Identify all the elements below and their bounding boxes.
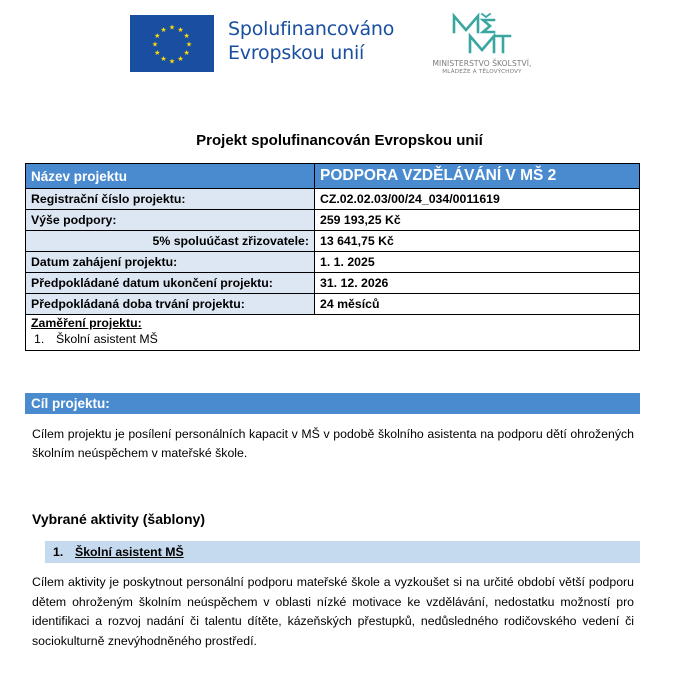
list-item-text: Školní asistent MŠ	[56, 332, 158, 346]
cofinancing-value: 13 641,75 Kč	[315, 231, 640, 252]
document-title: Projekt spolufinancován Evropskou unií	[196, 132, 483, 149]
table-row	[26, 273, 640, 294]
activity-number: 1.	[53, 545, 64, 559]
svg-text:★: ★	[154, 32, 161, 40]
svg-text:★: ★	[154, 49, 161, 57]
activity-description: Cílem aktivity je poskytnout personální podporu mateřské škole a vyzkoušet si na určité období větší podporu dětem ohroženým školním neúspěchem v oblasti nízké motivace ke vzdělávání, nedostatku možností pro identifikaci a rozvoj nadání či talentu dítěte, kázeňských přestupků, nedůsledného rodičovského vedení či sociokulturně znevýhodněného prostředí.	[32, 575, 634, 648]
msmt-name-line2: MLÁDEŽE A TĚLOVÝCHOVY	[442, 69, 522, 75]
svg-text:★: ★	[160, 25, 167, 34]
eu-cofinanced-label	[228, 17, 394, 65]
msmt-monogram-icon	[450, 12, 512, 54]
table-row	[26, 231, 640, 252]
project-focus-row	[26, 315, 640, 351]
goal-heading: Cíl projektu:	[25, 393, 640, 414]
table-row	[26, 252, 640, 273]
svg-text:★: ★	[183, 32, 190, 40]
registration-number-label: Registrační číslo projektu:	[26, 189, 315, 210]
project-name-label: Název projektu	[26, 164, 315, 189]
svg-text:★: ★	[185, 40, 193, 49]
project-name-value: PODPORA VZDĚLÁVÁNÍ V MŠ 2	[315, 164, 640, 189]
end-date-value: 31. 12. 2026	[315, 273, 640, 294]
goal-text: Cílem projektu je posílení personálních kapacit v MŠ v podobě školního asistenta na podporu dětí ohrožených školním neúspěchem v mateřské škole.	[32, 427, 634, 460]
duration-value: 24 měsíců	[315, 294, 640, 315]
svg-text:★: ★	[177, 25, 184, 34]
svg-text:★: ★	[160, 55, 167, 64]
svg-text:★: ★	[183, 49, 190, 57]
table-row	[26, 210, 640, 231]
project-focus-cell	[26, 315, 640, 351]
duration-label: Předpokládaná doba trvání projektu:	[26, 294, 315, 315]
table-header-row	[26, 164, 640, 189]
svg-text:★: ★	[168, 57, 176, 66]
table-row	[26, 189, 640, 210]
list-item	[31, 331, 634, 347]
eu-label-line2: Evropskou unií	[228, 42, 365, 64]
svg-text:★: ★	[168, 23, 176, 32]
activity-name: Školní asistent MŠ	[75, 545, 184, 559]
project-focus-title: Zaměření projektu:	[31, 316, 142, 330]
svg-text:★: ★	[151, 40, 159, 49]
start-date-value: 1. 1. 2025	[315, 252, 640, 273]
cofinancing-label: 5% spoluúčast zřizovatele:	[26, 231, 315, 252]
activity-heading	[45, 541, 640, 563]
svg-text:★: ★	[177, 55, 184, 64]
list-item-number: 1.	[34, 332, 45, 346]
eu-label-line1: Spolufinancováno	[228, 18, 395, 40]
support-amount-label: Výše podpory:	[26, 210, 315, 231]
table-row	[26, 294, 640, 315]
registration-number-value: CZ.02.02.03/00/24_034/0011619	[315, 189, 640, 210]
msmt-name-line1: MINISTERSTVO ŠKOLSTVÍ,	[432, 59, 532, 68]
msmt-logo	[420, 12, 544, 76]
end-date-label: Předpokládané datum ukončení projektu:	[26, 273, 315, 294]
activities-heading: Vybrané aktivity (šablony)	[32, 511, 205, 527]
project-info-table	[25, 163, 640, 351]
start-date-label: Datum zahájení projektu:	[26, 252, 315, 273]
support-amount-value: 259 193,25 Kč	[315, 210, 640, 231]
eu-flag-icon	[130, 15, 214, 72]
